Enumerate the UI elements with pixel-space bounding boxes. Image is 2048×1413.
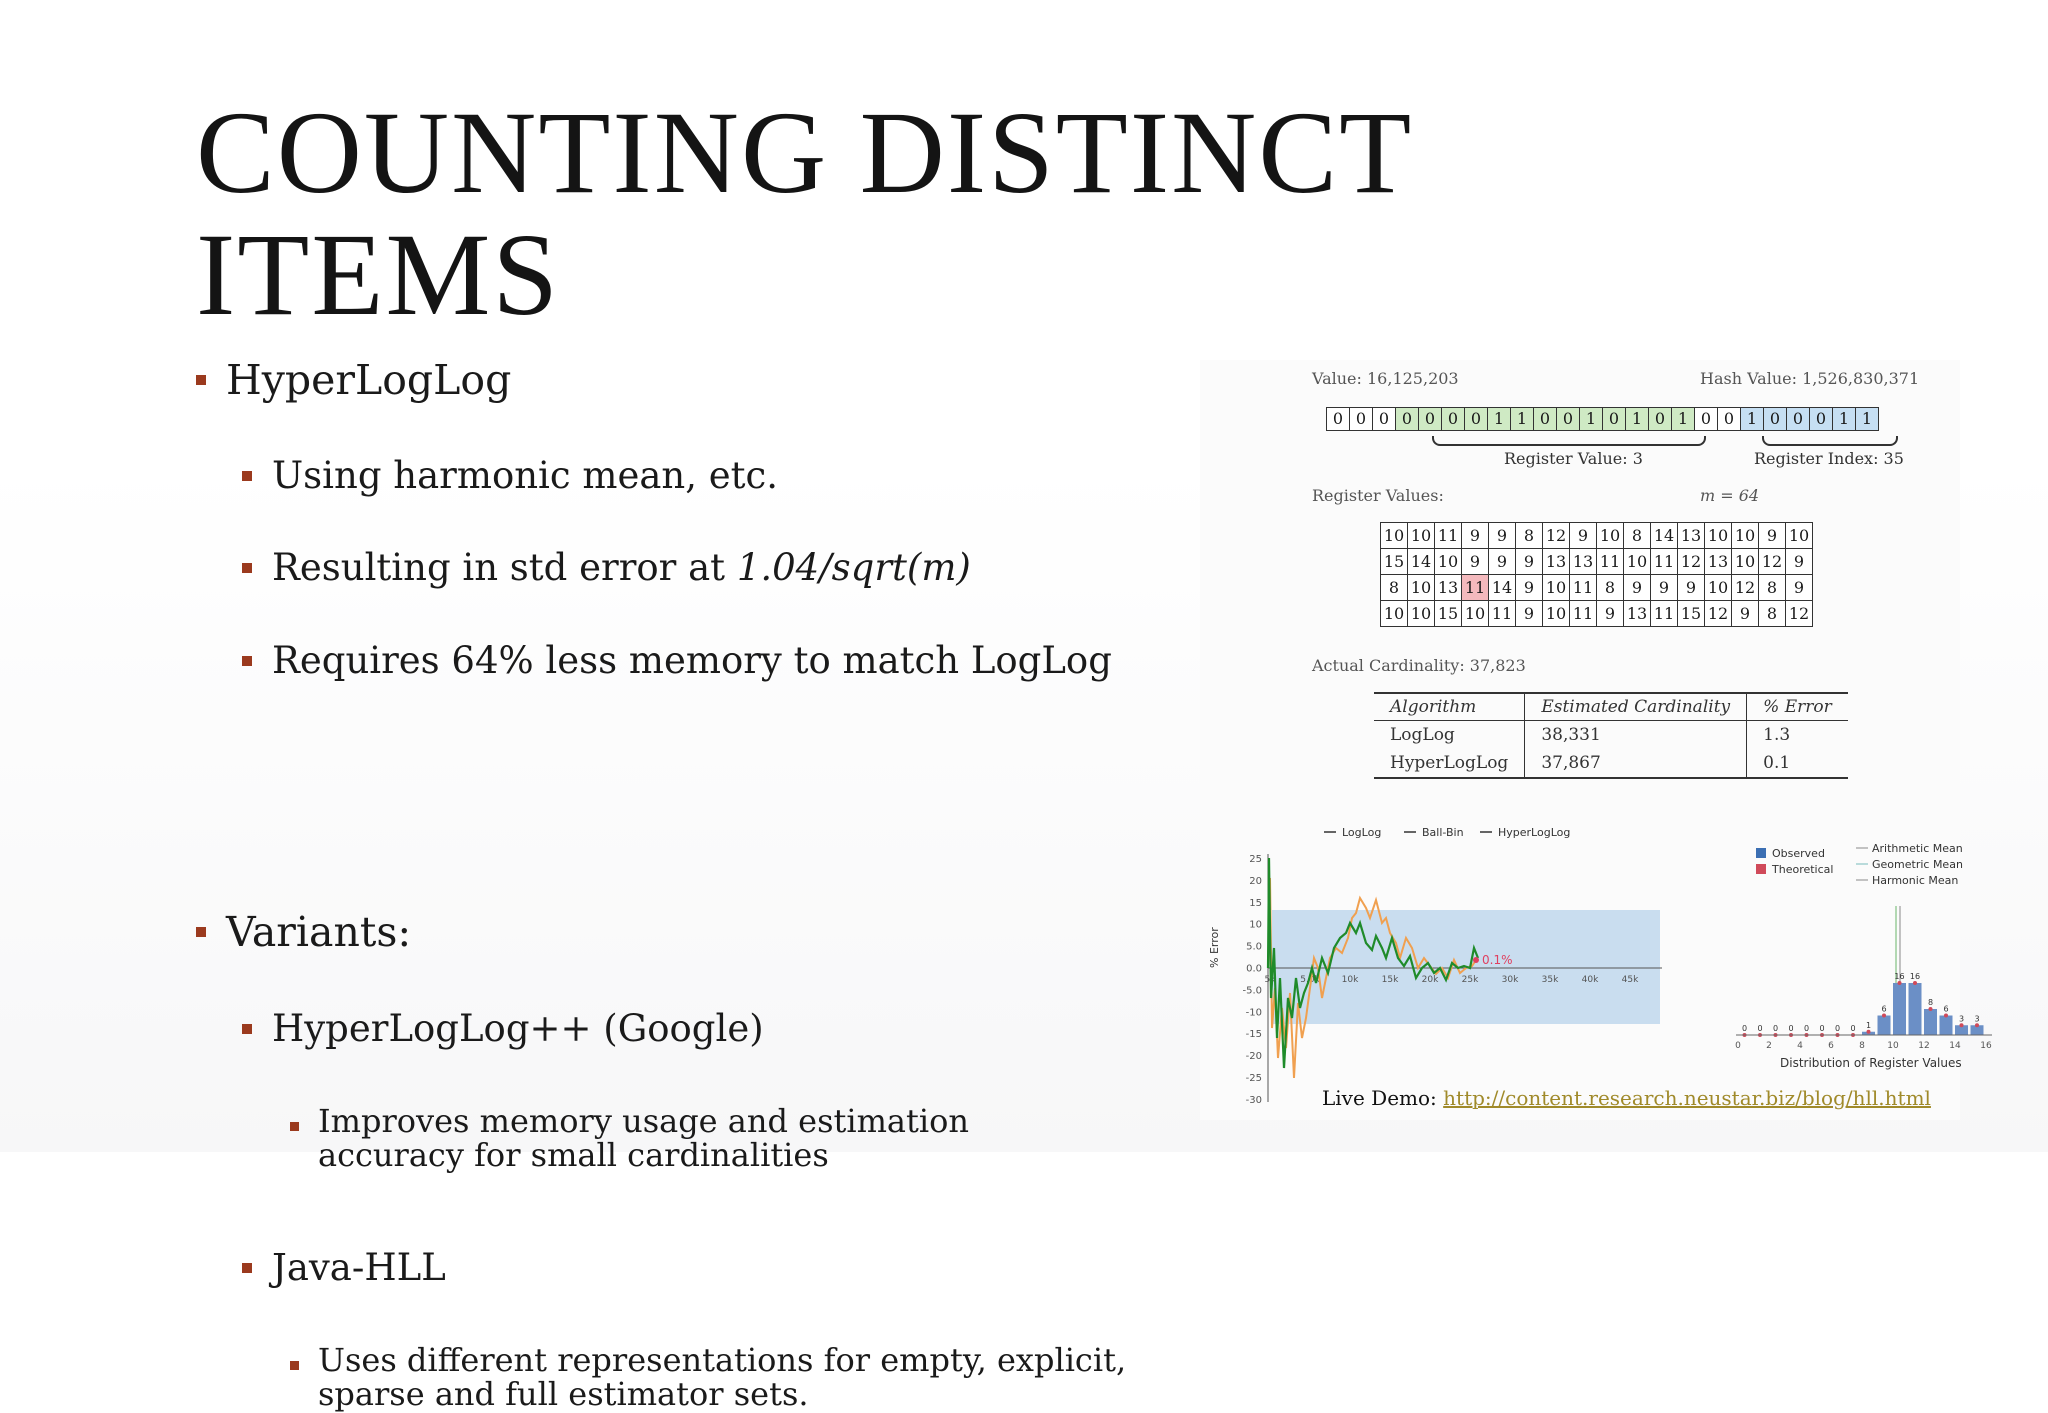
legend-theoretical: Theoretical bbox=[1772, 863, 1834, 876]
hash-bit: 1 bbox=[1625, 407, 1649, 431]
bullet-marker bbox=[290, 1122, 299, 1131]
legend-arithmetic-mean: Arithmetic Mean bbox=[1872, 842, 1963, 855]
x-tick-label: 35k bbox=[1541, 975, 1559, 985]
bullet-text: Resulting in std error at bbox=[272, 546, 726, 589]
register-cell: 12 bbox=[1678, 549, 1705, 575]
bullet-marker bbox=[242, 1263, 252, 1273]
register-cell: 12 bbox=[1732, 575, 1759, 601]
bullet-text: Using harmonic mean, etc. bbox=[272, 454, 779, 497]
title-line-1: COUNTING DISTINCT bbox=[196, 87, 1414, 218]
hash-bit: 0 bbox=[1648, 407, 1672, 431]
hash-bit: 0 bbox=[1763, 407, 1787, 431]
x-tick-label: 10k bbox=[1341, 975, 1359, 985]
theoretical-point bbox=[1929, 1007, 1933, 1011]
hash-bit: 0 bbox=[1326, 407, 1350, 431]
m-label: m = 64 bbox=[1700, 486, 1760, 505]
register-cell: 9 bbox=[1732, 601, 1759, 627]
bullet-marker bbox=[242, 563, 252, 573]
register-cell: 12 bbox=[1705, 601, 1732, 627]
bullet-text: HyperLogLog bbox=[226, 356, 512, 404]
register-cell: 11 bbox=[1651, 601, 1678, 627]
x-tick-label: 40k bbox=[1581, 975, 1599, 985]
hash-bit: 0 bbox=[1717, 407, 1741, 431]
bar-label: 6 bbox=[1943, 1004, 1949, 1014]
bar-label: 0 bbox=[1741, 1024, 1748, 1033]
register-cell: 14 bbox=[1651, 523, 1678, 549]
dist-x-tick-label: 6 bbox=[1828, 1041, 1834, 1051]
y-tick-label: 5.0 bbox=[1246, 941, 1262, 953]
register-cell: 8 bbox=[1759, 601, 1786, 627]
bar-label: 0 bbox=[1772, 1024, 1779, 1033]
hash-bit: 0 bbox=[1418, 407, 1442, 431]
bullet-marker bbox=[196, 375, 206, 385]
cell-estimate: 38,331 bbox=[1525, 721, 1747, 750]
register-cell: 13 bbox=[1435, 575, 1462, 601]
cell-algorithm: LogLog bbox=[1374, 721, 1525, 750]
register-cell: 15 bbox=[1435, 601, 1462, 627]
bar-label: 0 bbox=[1788, 1024, 1794, 1033]
register-cell: 9 bbox=[1786, 549, 1813, 575]
register-cell: 12 bbox=[1759, 549, 1786, 575]
bullet-marker bbox=[242, 1024, 252, 1034]
bullet-marker bbox=[242, 471, 252, 481]
register-cell: 10 bbox=[1543, 575, 1570, 601]
register-cell: 12 bbox=[1786, 601, 1813, 627]
register-cell: 9 bbox=[1516, 549, 1543, 575]
x-tick-label: 15k bbox=[1381, 975, 1399, 985]
register-cell: 10 bbox=[1408, 523, 1435, 549]
register-index-label: Register Index: 35 bbox=[1754, 449, 1904, 468]
dist-x-tick-label: 2 bbox=[1766, 1041, 1772, 1051]
dist-x-tick-label: 16 bbox=[1980, 1041, 1992, 1051]
register-cell: 9 bbox=[1516, 575, 1543, 601]
bullet-text: Java-HLL bbox=[272, 1246, 446, 1289]
slide-title bbox=[196, 87, 1596, 340]
register-cell: 9 bbox=[1678, 575, 1705, 601]
y-axis-label: % Error bbox=[1208, 927, 1221, 968]
register-row bbox=[1381, 601, 1813, 627]
x-tick-label: 20k bbox=[1421, 975, 1439, 985]
cell-error: 0.1 bbox=[1747, 749, 1848, 778]
register-cell: 10 bbox=[1381, 523, 1408, 549]
register-cell: 13 bbox=[1543, 549, 1570, 575]
register-cell: 10 bbox=[1732, 549, 1759, 575]
error-annotation: 0.1% bbox=[1482, 953, 1513, 967]
cell-estimate: 37,867 bbox=[1525, 749, 1747, 778]
register-cell: 13 bbox=[1624, 601, 1651, 627]
bar-label: 0 bbox=[1819, 1024, 1825, 1033]
actual-cardinality-label: Actual Cardinality: 37,823 bbox=[1312, 656, 1526, 675]
register-cell: 10 bbox=[1732, 523, 1759, 549]
register-cell: 9 bbox=[1516, 601, 1543, 627]
distribution-bar bbox=[1878, 1016, 1891, 1036]
hash-bit: 1 bbox=[1832, 407, 1856, 431]
hash-bit: 1 bbox=[1855, 407, 1879, 431]
bar-label: 3 bbox=[1974, 1014, 1980, 1024]
bullet-java-hll-detail bbox=[318, 1343, 1138, 1411]
bullet-java-hll bbox=[272, 1246, 2048, 1289]
bullet-text: Improves memory usage and estimation accuracy for small cardinalities bbox=[318, 1102, 969, 1174]
register-cell: 11 bbox=[1435, 523, 1462, 549]
bar-label: 8 bbox=[1927, 998, 1934, 1007]
bullet-marker bbox=[290, 1361, 299, 1370]
y-tick-label: -25 bbox=[1245, 1073, 1262, 1084]
theoretical-point bbox=[1882, 1014, 1886, 1018]
dist-x-label: Distribution of Register Values bbox=[1780, 1056, 1962, 1070]
legend-harmonic-mean: Harmonic Mean bbox=[1872, 874, 1959, 887]
register-cell: 10 bbox=[1381, 601, 1408, 627]
register-cell: 8 bbox=[1516, 523, 1543, 549]
register-cell: 9 bbox=[1489, 549, 1516, 575]
register-cell: 9 bbox=[1597, 601, 1624, 627]
hash-bit: 0 bbox=[1372, 407, 1396, 431]
register-cell: 10 bbox=[1624, 549, 1651, 575]
bar-label: 6 bbox=[1881, 1004, 1887, 1014]
dist-x-tick-label: 8 bbox=[1859, 1041, 1865, 1051]
y-ticks bbox=[1242, 854, 1262, 1106]
x-tick-label: 5.0k bbox=[1300, 975, 1320, 985]
current-point-marker bbox=[1473, 957, 1479, 963]
value-label: Value: 16,125,203 bbox=[1312, 369, 1459, 388]
x-tick-label: 5k bbox=[1264, 975, 1276, 985]
col-error: % Error bbox=[1747, 693, 1848, 721]
register-cell: 8 bbox=[1624, 523, 1651, 549]
bullet-text: Variants: bbox=[226, 908, 412, 956]
hash-bit: 0 bbox=[1786, 407, 1810, 431]
legend-geometric-mean: Geometric Mean bbox=[1872, 858, 1963, 871]
bar-label: 16 bbox=[1894, 972, 1905, 981]
register-cell: 9 bbox=[1489, 523, 1516, 549]
hash-value-label: Hash Value: 1,526,830,371 bbox=[1700, 369, 1920, 388]
cell-error: 1.3 bbox=[1763, 725, 1791, 745]
dist-x-tick-label: 4 bbox=[1797, 1041, 1803, 1051]
distribution-bar bbox=[1893, 983, 1906, 1035]
register-cell: 8 bbox=[1759, 575, 1786, 601]
x-tick-label: 25k bbox=[1461, 975, 1479, 985]
register-cell: 10 bbox=[1543, 601, 1570, 627]
bar-label: 0 bbox=[1834, 1024, 1841, 1033]
register-value-label: Register Value: 3 bbox=[1504, 449, 1643, 468]
register-cell: 9 bbox=[1624, 575, 1651, 601]
estimate-table bbox=[1374, 692, 1848, 779]
x-tick-label: 30k bbox=[1501, 975, 1519, 985]
register-cell: 9 bbox=[1786, 575, 1813, 601]
y-tick-label: 15 bbox=[1249, 897, 1262, 909]
register-cell: 11 bbox=[1489, 601, 1516, 627]
register-cell: 9 bbox=[1759, 523, 1786, 549]
live-demo-link[interactable]: http://content.research.neustar.biz/blog/hll.html bbox=[1443, 1086, 1931, 1110]
bullet-text: Requires 64% less memory to match LogLog bbox=[272, 639, 1112, 682]
y-tick-label: -5.0 bbox=[1242, 985, 1262, 997]
y-tick-label: 0.0 bbox=[1246, 963, 1262, 975]
register-row bbox=[1381, 549, 1813, 575]
bullet-text: Uses different representations for empty, explicit, sparse and full estimator sets. bbox=[318, 1341, 1127, 1413]
cell-algorithm: HyperLogLog bbox=[1374, 749, 1525, 778]
y-tick-label: 20 bbox=[1249, 875, 1262, 887]
register-cell: 10 bbox=[1705, 575, 1732, 601]
register-cell: 8 bbox=[1597, 575, 1624, 601]
bullet-hllpp-detail bbox=[318, 1104, 1118, 1172]
hash-bits bbox=[1326, 407, 1878, 431]
hash-bit: 0 bbox=[1395, 407, 1419, 431]
bar-label: 0 bbox=[1850, 1024, 1856, 1033]
hash-bit: 0 bbox=[1464, 407, 1488, 431]
error-chart-legend bbox=[1324, 826, 1570, 839]
legend-swatch-observed bbox=[1756, 848, 1766, 858]
y-tick-label: -20 bbox=[1245, 1051, 1262, 1063]
error-chart bbox=[1200, 818, 1670, 1118]
theoretical-point bbox=[1975, 1023, 1979, 1027]
register-cell: 14 bbox=[1408, 549, 1435, 575]
bar-label: 1 bbox=[1865, 1020, 1872, 1030]
legend-observed: Observed bbox=[1772, 847, 1825, 860]
register-cell: 13 bbox=[1678, 523, 1705, 549]
y-tick-label: -30 bbox=[1245, 1094, 1262, 1106]
register-cell: 15 bbox=[1678, 601, 1705, 627]
register-cell: 13 bbox=[1705, 549, 1732, 575]
distribution-chart bbox=[1700, 830, 2000, 1076]
register-cell: 10 bbox=[1786, 523, 1813, 549]
hash-bit: 1 bbox=[1579, 407, 1603, 431]
register-cell: 8 bbox=[1381, 575, 1408, 601]
bar-label: 3 bbox=[1958, 1014, 1965, 1024]
y-tick-label: 25 bbox=[1249, 854, 1262, 865]
live-demo-label: Live Demo: bbox=[1322, 1086, 1437, 1110]
bar-label: 0 bbox=[1803, 1024, 1810, 1033]
estimate-header-row bbox=[1374, 693, 1848, 721]
formula-text: 1.04/sqrt(m) bbox=[736, 546, 971, 589]
distribution-bar bbox=[1909, 983, 1922, 1035]
register-cell: 14 bbox=[1489, 575, 1516, 601]
theoretical-point bbox=[1898, 981, 1902, 985]
register-cell: 10 bbox=[1705, 523, 1732, 549]
register-cell: 10 bbox=[1408, 601, 1435, 627]
register-cell: 9 bbox=[1462, 523, 1489, 549]
register-cell: 12 bbox=[1543, 523, 1570, 549]
col-algorithm: Algorithm bbox=[1374, 693, 1525, 721]
hash-bit: 1 bbox=[1487, 407, 1511, 431]
register-table bbox=[1380, 522, 1813, 627]
bullet-text: HyperLogLog++ (Google) bbox=[272, 1007, 764, 1050]
table-row bbox=[1374, 749, 1848, 778]
register-cell: 11 bbox=[1570, 601, 1597, 627]
register-cell: 10 bbox=[1462, 601, 1489, 627]
theoretical-point bbox=[1960, 1023, 1964, 1027]
title-line-2: ITEMS bbox=[196, 209, 560, 340]
dist-x-tick-label: 10 bbox=[1887, 1041, 1899, 1051]
register-cell: 10 bbox=[1435, 549, 1462, 575]
legend-loglog: LogLog bbox=[1342, 826, 1382, 839]
x-tick-label: 45k bbox=[1621, 975, 1639, 985]
register-cell: 9 bbox=[1570, 523, 1597, 549]
hash-bit: 1 bbox=[1671, 407, 1695, 431]
register-row bbox=[1381, 523, 1813, 549]
register-cell: 13 bbox=[1570, 549, 1597, 575]
live-demo bbox=[1322, 1086, 1931, 1110]
dist-x-tick-label: 0 bbox=[1735, 1041, 1741, 1051]
register-cell: 11 bbox=[1570, 575, 1597, 601]
register-value-brace bbox=[1432, 436, 1706, 446]
register-cell: 15 bbox=[1381, 549, 1408, 575]
hash-bit: 0 bbox=[1602, 407, 1626, 431]
bullet-marker bbox=[196, 927, 206, 937]
hash-bit: 0 bbox=[1441, 407, 1465, 431]
dist-x-ticks bbox=[1735, 1041, 1992, 1051]
theoretical-point bbox=[1867, 1030, 1871, 1034]
hash-bit: 0 bbox=[1694, 407, 1718, 431]
hash-bit: 0 bbox=[1809, 407, 1833, 431]
register-cell: 10 bbox=[1597, 523, 1624, 549]
register-cell: 9 bbox=[1651, 575, 1678, 601]
distribution-bar bbox=[1940, 1016, 1953, 1036]
y-tick-label: -15 bbox=[1245, 1029, 1262, 1041]
register-cell: 11 bbox=[1597, 549, 1624, 575]
table-row bbox=[1374, 721, 1848, 750]
bullet-marker bbox=[242, 656, 252, 666]
y-tick-label: 10 bbox=[1249, 919, 1262, 931]
bar-label: 16 bbox=[1909, 972, 1921, 981]
hash-bit: 0 bbox=[1349, 407, 1373, 431]
hash-bit: 0 bbox=[1533, 407, 1557, 431]
bar-label: 0 bbox=[1757, 1024, 1763, 1033]
legend-hll: HyperLogLog bbox=[1498, 826, 1571, 839]
y-tick-label: -10 bbox=[1245, 1007, 1262, 1019]
register-values-label: Register Values: bbox=[1312, 486, 1444, 505]
dist-x-tick-label: 14 bbox=[1949, 1041, 1961, 1051]
dist-x-tick-label: 12 bbox=[1918, 1041, 1930, 1051]
register-cell: 11 bbox=[1651, 549, 1678, 575]
col-estimated-cardinality: Estimated Cardinality bbox=[1525, 693, 1747, 721]
register-cell: 10 bbox=[1408, 575, 1435, 601]
theoretical-point bbox=[1913, 981, 1917, 985]
hash-bit: 1 bbox=[1510, 407, 1534, 431]
distribution-bars bbox=[1742, 972, 1984, 1037]
distribution-bar bbox=[1924, 1009, 1937, 1035]
register-index-brace bbox=[1762, 436, 1898, 446]
legend-swatch-theoretical bbox=[1756, 864, 1766, 874]
hash-bit: 0 bbox=[1556, 407, 1580, 431]
legend-ballbin: Ball-Bin bbox=[1422, 826, 1464, 839]
register-row bbox=[1381, 575, 1813, 601]
theoretical-point bbox=[1944, 1014, 1948, 1018]
register-cell: 9 bbox=[1462, 549, 1489, 575]
register-cell: 11 bbox=[1462, 575, 1489, 601]
hash-bit: 1 bbox=[1740, 407, 1764, 431]
